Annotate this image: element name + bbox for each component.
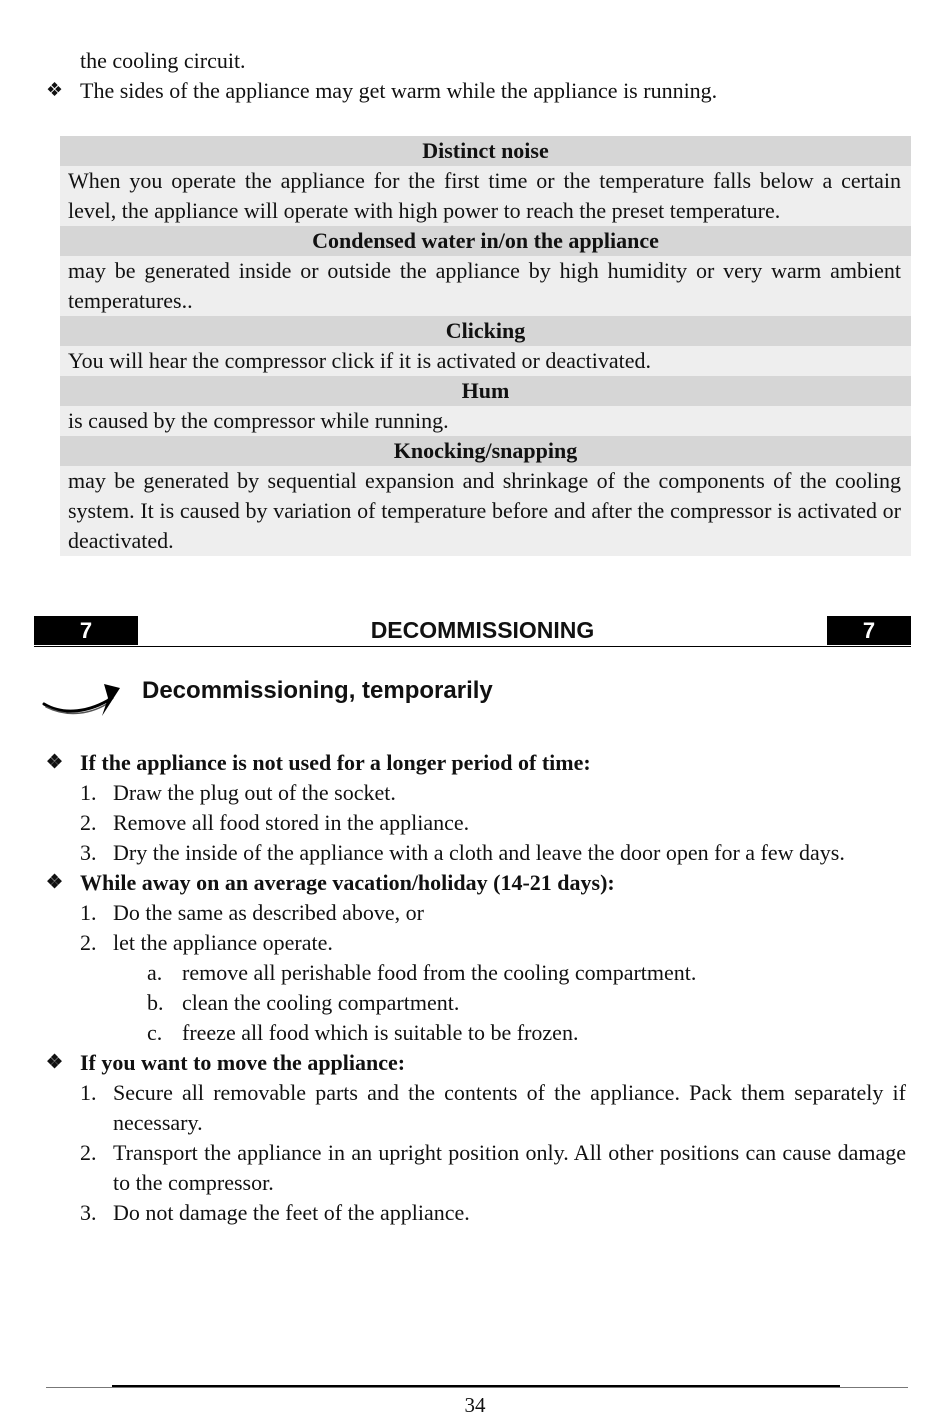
list-item: [46, 928, 906, 958]
item-number: 3.: [80, 1200, 97, 1225]
group-title: While away on an average vacation/holiday (14-21 days):: [80, 870, 615, 895]
sub-item-letter: a.: [147, 960, 163, 985]
noise-description: You will hear the compressor click if it is activated or deactivated.: [60, 346, 911, 376]
noise-description: may be generated inside or outside the appliance by high humidity or very warm ambient temperatures..: [60, 256, 911, 316]
noise-heading: Condensed water in/on the appliance: [60, 226, 911, 256]
noise-heading: Hum: [60, 376, 911, 406]
item-text: Transport the appliance in an upright position only. All other positions can cause damage to the compressor.: [113, 1140, 906, 1195]
sub-list-item: [46, 988, 906, 1018]
sub-list-item: [46, 1018, 906, 1048]
list-item: [46, 778, 906, 808]
subsection-header: [40, 672, 900, 722]
section-number-left: 7: [34, 616, 138, 645]
subsection-title: Decommissioning, temporarily: [142, 677, 493, 704]
item-number: 2.: [80, 1140, 97, 1165]
sub-item-letter: c.: [147, 1020, 163, 1045]
item-text: Do not damage the feet of the appliance.: [113, 1200, 470, 1225]
item-text: let the appliance operate.: [113, 930, 333, 955]
page-number: 34: [464, 1393, 486, 1417]
list-item: [46, 838, 906, 868]
intro-block: [46, 46, 906, 106]
diamond-bullet-icon: ❖: [46, 752, 64, 773]
intro-continuation: the cooling circuit.: [80, 48, 246, 73]
intro-bullet-text: The sides of the appliance may get warm while the appliance is running.: [80, 78, 718, 103]
item-number: 2.: [80, 930, 97, 955]
noise-description: When you operate the appliance for the first time or the temperature falls below a certain level, the appliance will operate with high power to reach the preset temperature.: [60, 166, 911, 226]
sub-list-item: [46, 958, 906, 988]
list-item: [46, 808, 906, 838]
noise-heading: Clicking: [60, 316, 911, 346]
item-text: Remove all food stored in the appliance.: [113, 810, 470, 835]
noise-description: may be generated by sequential expansion and shrinkage of the components of the cooling system. It is caused by variation of temperature before and after the compressor is activated or deactivated.: [60, 466, 911, 556]
item-text: Dry the inside of the appliance with a cloth and leave the door open for a few days.: [113, 840, 845, 865]
noise-heading: Knocking/snapping: [60, 436, 911, 466]
noise-description: is caused by the compressor while running.: [60, 406, 911, 436]
section-header-bar: [34, 616, 911, 647]
group-title: If the appliance is not used for a longer period of time:: [80, 750, 591, 775]
sub-item-letter: b.: [147, 990, 164, 1015]
diamond-bullet-icon: ❖: [46, 872, 64, 893]
sub-item-text: clean the cooling compartment.: [182, 990, 460, 1015]
decommissioning-steps: [46, 748, 906, 1228]
intro-bullet: [46, 76, 906, 106]
group-title: If you want to move the appliance:: [80, 1050, 406, 1075]
footer-rule-accent: [112, 1385, 840, 1387]
list-item: [46, 898, 906, 928]
item-number: 1.: [80, 780, 97, 805]
list-item: [46, 1078, 906, 1138]
section-title: DECOMMISSIONING: [370, 617, 595, 643]
sub-item-text: freeze all food which is suitable to be frozen.: [182, 1020, 579, 1045]
noise-heading: Distinct noise: [60, 136, 911, 166]
diamond-bullet-icon: ❖: [46, 80, 64, 101]
sub-item-text: remove all perishable food from the cooling compartment.: [182, 960, 697, 985]
item-text: Secure all removable parts and the contents of the appliance. Pack them separately if necessary.: [113, 1080, 906, 1135]
footer-rule: [46, 1387, 908, 1388]
item-number: 1.: [80, 900, 97, 925]
noise-table: [60, 136, 911, 556]
group-heading: [46, 1048, 906, 1078]
diamond-bullet-icon: ❖: [46, 1052, 64, 1073]
item-text: Draw the plug out of the socket.: [113, 780, 396, 805]
curved-arrow-icon: [40, 674, 124, 720]
section-number-right: 7: [827, 616, 911, 645]
list-item: [46, 1138, 906, 1198]
group-heading: [46, 748, 906, 778]
item-text: Do the same as described above, or: [113, 900, 424, 925]
list-item: [46, 1198, 906, 1228]
item-number: 3.: [80, 840, 97, 865]
item-number: 2.: [80, 810, 97, 835]
group-heading: [46, 868, 906, 898]
item-number: 1.: [80, 1080, 97, 1105]
